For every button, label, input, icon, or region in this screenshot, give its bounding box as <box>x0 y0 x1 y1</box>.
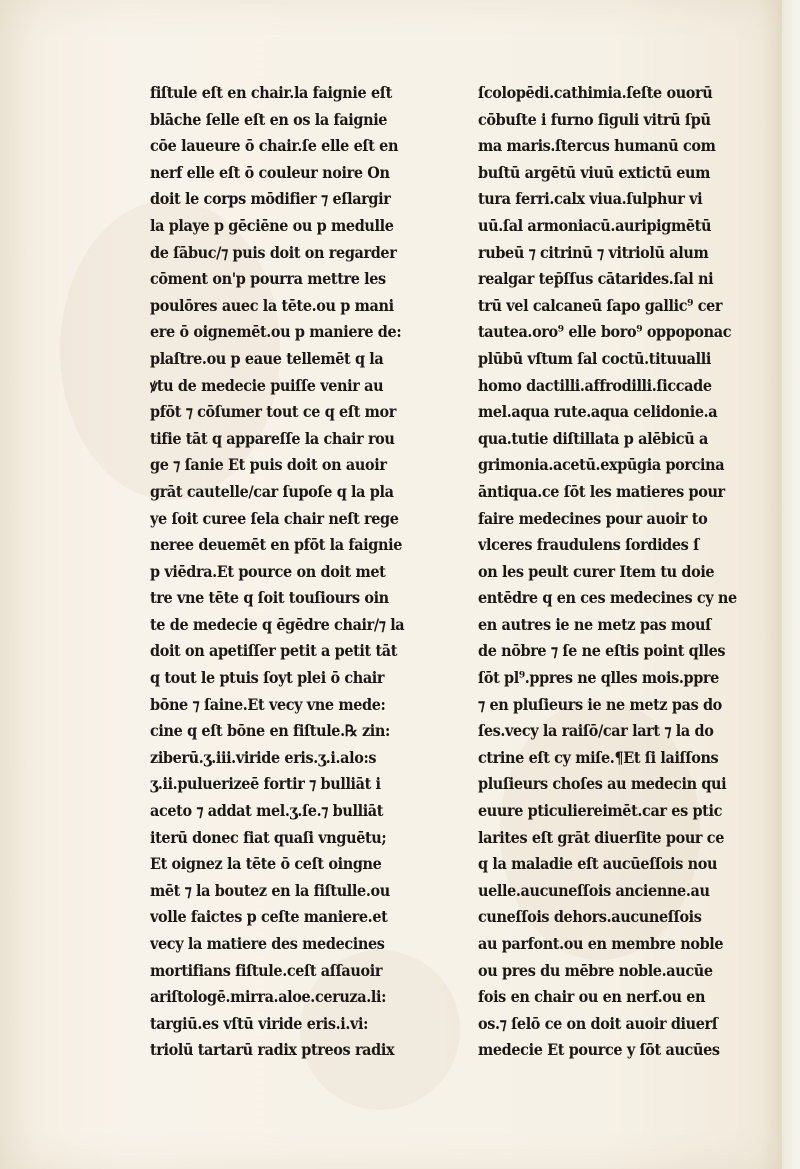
text-line: ctrine eſt cy miſe.¶Et ſi laiſſons <box>478 747 719 767</box>
text-line: fiſtule eſt en chair.la faignie eſt <box>150 83 392 102</box>
text-line: pfōt ⁊ cōſumer tout ce q eſt mor <box>150 402 396 422</box>
text-line: entēdre q en ces medecines cy ne <box>478 588 737 608</box>
text-line: cōe laueure ō chair.ſe elle eſt en <box>150 136 399 156</box>
text-line: ye ſoit curee ſela chair neſt rege <box>150 508 399 528</box>
text-line: volle faictes p ceſte maniere.et <box>150 907 388 927</box>
left-text-column <box>150 80 470 1064</box>
text-line: triolū tartarū radix ptreos radix <box>150 1040 395 1060</box>
text-line: Et oignez la tēte ō ceſt oingne <box>150 854 382 874</box>
text-line: ou pres du mēbre noble.aucūe <box>478 960 713 980</box>
text-line: targiū.es vſtū viride eris.i.vi: <box>150 1013 369 1033</box>
text-line: euure pticuliereimēt.car es ptic <box>478 801 722 821</box>
text-line: doit le corps mōdifier ⁊ eſlargir <box>150 189 391 209</box>
text-line: blāche ſelle eſt en os la faignie <box>150 109 388 129</box>
text-line: tre vne tēte q ſoit touſiours oin <box>150 588 389 608</box>
text-line: mēt ⁊ la boutez en la fiſtulle.ou <box>150 880 390 900</box>
text-line: ſes.vecy la raiſō/car lart ⁊ la do <box>478 721 714 741</box>
text-line: grāt cautelle/car ſupoſe q la pla <box>150 481 394 501</box>
text-line: ſcolopēdi.cathimia.ſeſte ouorū <box>478 83 713 102</box>
text-line: larites eſt grāt diuerſite pour ce <box>478 827 725 847</box>
text-line: aceto ⁊ addat mel.ʒ.ſe.⁊ bulliāt <box>150 801 384 821</box>
text-line: uū.ſal armoniacū.auripigmētū <box>478 215 712 235</box>
text-line: trū vel calcaneū ſapo gallic⁹ cer <box>478 295 723 315</box>
text-line: tautea.oro⁹ elle boro⁹ oppoponac <box>478 322 732 342</box>
text-line: vlceres fraudulens ſordides ſ <box>478 535 699 555</box>
text-line: ſōt pl⁹.ppres ne qlles mois.ppre <box>478 668 719 688</box>
text-line: os.⁊ ſelō ce on doit auoir diuerſ <box>478 1013 718 1033</box>
text-line: ꝟtu de medecie puiſſe venir au <box>150 375 384 395</box>
text-line: poulōres auec la tēte.ou p mani <box>150 295 394 315</box>
text-line: pluſieurs choſes au medecin qui <box>478 774 727 794</box>
text-line: cōbuſte i furno ſiguli vitrū ſpū <box>478 109 711 129</box>
text-line: qua.tutie diſtillata p alēbicū a <box>478 428 708 448</box>
text-line: medecie Et pource y ſōt aucūes <box>478 1040 720 1060</box>
text-line: de nōbre ⁊ ſe ne eſtis point qlles <box>478 641 726 661</box>
text-line: plaſtre.ou p eaue tellemēt q la <box>150 348 384 368</box>
text-line: ariſtologē.mirra.aloe.ceruza.li: <box>150 987 387 1007</box>
text-line: tura ferri.calx viua.ſulphur vi <box>478 189 703 209</box>
text-line: ⁊ en pluſieurs ie ne metz pas do <box>478 694 722 714</box>
text-line: q la maladie eſt aucūeſſois nou <box>478 854 718 874</box>
text-line: faire medecines pour auoir to <box>478 508 708 528</box>
text-line: buſtū argētū viuū extictū eum <box>478 162 711 182</box>
text-line: iterū donec fiat quaſi vnguētu; <box>150 827 387 847</box>
text-line: mel.aqua rute.aqua celidonie.a <box>478 402 718 422</box>
scan-edge <box>782 0 800 1169</box>
text-line: bōne ⁊ ſaine.Et vecy vne mede: <box>150 694 386 714</box>
text-line: de ſābuc/⁊ puis doit on regarder <box>150 242 397 262</box>
text-line: au parfont.ou en membre noble <box>478 934 724 953</box>
text-line: ziberū.ʒ.iii.viride eris.ʒ.i.alo:s <box>150 747 377 767</box>
text-line: āntiqua.ce ſōt les matieres pour <box>478 481 725 501</box>
text-line: plūbū vſtum ſal coctū.tituualli <box>478 348 711 368</box>
right-text-column <box>478 80 782 1064</box>
text-line: cuneſſois dehors.aucuneſſois <box>478 907 702 927</box>
text-line: en autres ie ne metz pas mouſ <box>478 614 711 634</box>
text-line: cōment on'p pourra mettre les <box>150 269 386 289</box>
text-line: q tout le ptuis ſoyt plei ō chair <box>150 668 385 688</box>
text-line: cine q eſt bōne en fiſtule.℞ zin: <box>150 721 390 741</box>
text-line: realgar tep̄ſſus cātarides.ſal ni <box>478 269 714 289</box>
text-line: rubeū ⁊ citrinū ⁊ vitriolū alum <box>478 242 709 262</box>
text-line: ʒ.ii.puluerizeē fortir ⁊ bulliāt i <box>150 774 381 794</box>
text-line: tifie tāt q appareſſe la chair rou <box>150 428 395 448</box>
text-line: homo dactilli.affrodilli.ſiccade <box>478 375 712 395</box>
text-line: la playe p gēciēne ou p medulle <box>150 215 394 235</box>
text-line: ge ⁊ ſanie Et puis doit on auoir <box>150 455 387 475</box>
text-line: on les peult curer Item tu doie <box>478 561 715 581</box>
text-line: vecy la matiere des medecines <box>150 934 385 953</box>
text-line: te de medecie q ēgēdre chair/⁊ la <box>150 614 405 634</box>
text-line: nerf elle eſt ō couleur noire On <box>150 162 390 182</box>
text-line: neree deuemēt en pfōt la faignie <box>150 535 403 555</box>
text-line: ere ō oignemēt.ou p maniere de: <box>150 322 402 342</box>
text-line: fois en chair ou en nerf.ou en <box>478 987 706 1007</box>
text-line: doit on apetiſſer petit a petit tāt <box>150 641 398 661</box>
text-line: uelle.aucuneſſois ancienne.au <box>478 880 710 900</box>
text-line: grimonia.acetū.expūgia porcina <box>478 455 725 475</box>
text-line: mortifians fiſtule.ceſt aſſauoir <box>150 960 383 980</box>
text-line: ma maris.ſtercus humanū com <box>478 136 716 156</box>
text-line: p viēdra.Et pource on doit met <box>150 561 386 581</box>
